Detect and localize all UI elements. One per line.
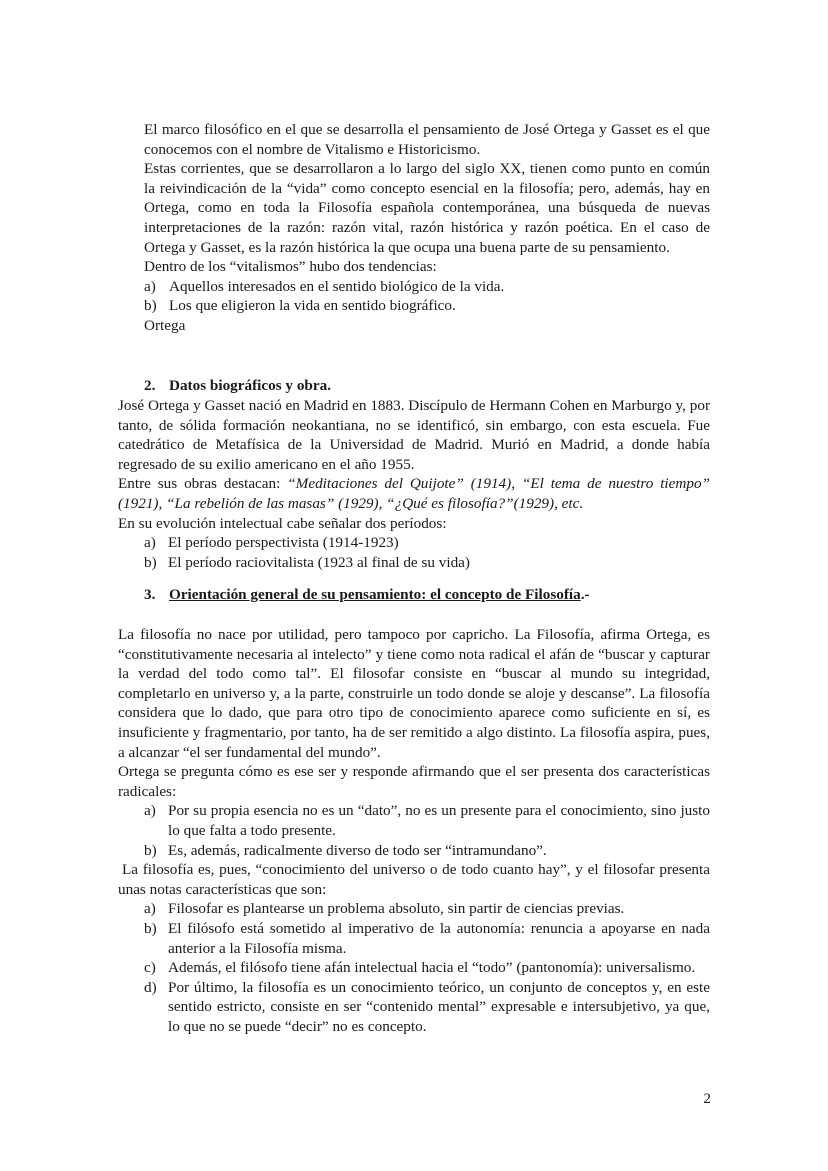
works-paragraph (118, 474, 710, 513)
intro-paragraph: El marco filosófico en el que se desarrolla el pensamiento de José Ortega y Gasset es el que conocemos con el nombre de Vitalismo e Historicismo. (144, 121, 710, 158)
list-text: Es, además, radicalmente diverso de todo ser “intramundano”. (168, 841, 547, 859)
periods-intro: En su evolución intelectual cabe señalar dos períodos: (118, 514, 447, 532)
list-item (118, 958, 710, 978)
section-number: 2. (144, 377, 156, 394)
list-label: b) (144, 841, 157, 859)
list-label: a) (144, 277, 156, 295)
list-text: El período raciovitalista (1923 al final de su vida) (168, 553, 470, 571)
philosophy-paragraph: La filosofía no nace por utilidad, pero tampoco por capricho. La Filosofía, afirma Ortega, es “constitutivamente necesaria al intelecto” y tiene como nota radical el afán de “buscar y capturar la verdad del todo como tal”. El filosofar consiste en “buscar al mundo su integridad, completarlo en universo y, a la parte, construirle un todo donde se aloje y descanse”. La filosofía considera que lo dado, que para otro tipo de conocimiento aparece como suficiente en sí, es insuficiente y fragmentario, por tanto, ha de ser remitido a algo distinto. La filosofía aspira, pues, a alcanzar “el ser fundamental del mundo”. (118, 626, 710, 761)
section-title: Orientación general de su pensamiento: el concepto de Filosofía (169, 586, 581, 603)
list-label: b) (144, 297, 157, 315)
list-label: d) (144, 978, 157, 996)
list-label: a) (144, 802, 156, 820)
list-item (118, 801, 710, 840)
section-number: 3. (144, 586, 156, 603)
list-text: Los que eligieron la vida en sentido biográfico. (169, 297, 456, 315)
list-item (118, 919, 710, 958)
list-text: Aquellos interesados en el sentido biológico de la vida. (169, 277, 505, 295)
being-paragraph: Ortega se pregunta cómo es ese ser y responde afirmando que el ser presenta dos características radicales: (118, 763, 710, 800)
list-text: Por su propia esencia no es un “dato”, no es un presente para el conocimiento, sino justo lo que falta a todo presente. (168, 802, 710, 839)
section-3-body (118, 625, 710, 1036)
list-label: b) (144, 919, 157, 937)
list-text: Además, el filósofo tiene afán intelectual hacia el “todo” (pantonomía): universalismo. (168, 959, 696, 977)
list-item (118, 841, 710, 861)
list-label: b) (144, 553, 157, 571)
section-heading-2 (144, 376, 710, 396)
list-label: a) (144, 534, 156, 552)
biography-paragraph: José Ortega y Gasset nació en Madrid en 1883. Discípulo de Hermann Cohen en Marburgo y, por tanto, de sólida formación neokantiana, no se identificó, sin embargo, con esta escuela. Fue catedrático de Metafísica de la Universidad de Madrid. Murió en Madrid, a donde había regresado de su exilio americano en el año 1955. (118, 397, 710, 473)
section-heading-3 (144, 585, 710, 605)
list-label: a) (144, 900, 156, 918)
section-2-body (118, 396, 710, 572)
intro-paragraph: Dentro de los “vitalismos” hubo dos tendencias: (144, 258, 437, 276)
list-text: Por último, la filosofía es un conocimiento teórico, un conjunto de conceptos y, en este sentido estricto, consiste en ser “contenido mental” expresable e intersubjetivo, ya que, lo que no se puede “decir” no es concepto. (168, 978, 710, 1035)
list-item (144, 277, 710, 297)
list-text: El período perspectivista (1914-1923) (168, 534, 399, 552)
list-text: Filosofar es plantearse un problema absoluto, sin partir de ciencias previas. (168, 900, 625, 918)
works-intro: Entre sus obras destacan: (118, 475, 288, 493)
list-label: c) (144, 959, 156, 977)
list-text: El filósofo está sometido al imperativo de la autonomía: renuncia a apoyarse en nada anterior a la Filosofía misma. (168, 919, 710, 957)
section-title-suffix: .- (580, 586, 590, 603)
list-item (118, 533, 710, 553)
intro-block (144, 120, 710, 336)
list-item (144, 296, 710, 316)
section-title: Datos biográficos y obra. (169, 377, 331, 394)
notes-paragraph: La filosofía es, pues, “conocimiento del universo o de todo cuanto hay”, y el filosofar presenta unas notas características que son: (118, 861, 710, 898)
list-item (118, 899, 710, 919)
list-item (118, 978, 710, 1037)
page-number: 2 (703, 1090, 711, 1107)
list-item (118, 553, 710, 573)
intro-tail: Ortega (144, 316, 186, 334)
intro-paragraph: Estas corrientes, que se desarrollaron a lo largo del siglo XX, tienen como punto en común la reivindicación de la “vida” como concepto esencial en la filosofía; pero, además, hay en Ortega, como en toda la Filosofía española contemporánea, una búsqueda de nuevas interpretaciones de la razón: razón vital, razón histórica y razón poética. En el caso de Ortega y Gasset, es la razón histórica la que ocupa una buena parte de su pensamiento. (144, 160, 710, 256)
works-list: “Meditaciones del Quijote” (1914), “El tema de nuestro tiempo” (1921), “La rebelión de las masas” (1929), “¿Qué es filosofía?”(1929), etc. (118, 475, 710, 512)
